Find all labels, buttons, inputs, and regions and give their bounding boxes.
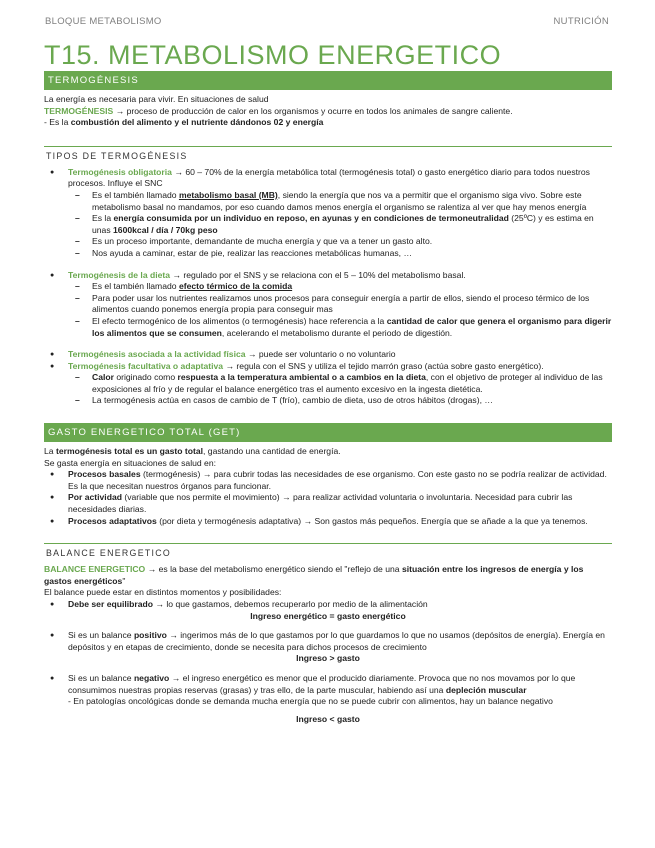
text: , siendo la energía que nos va a permitir que el organismo siga vivo. Sobre este metabolismo basal no mandamos, por eso cuando damos menos energía el organismo se ralentiza al ver que hay menos energía (92, 189, 587, 212)
underlined-text: metabolismo basal (MB) (178, 189, 278, 200)
list-item (44, 281, 612, 293)
term: Termogénesis obligatoria (68, 166, 172, 177)
list-item: – La termogénesis actúa en casos de cambio de T (frío), cambio de dieta, uso de otros hábitos (drogas), … (44, 395, 612, 407)
running-header-right: NUTRICIÓN (553, 16, 609, 27)
bold-text: Procesos basales (68, 469, 141, 480)
text: Si es un balance (68, 630, 134, 641)
list-item (44, 213, 612, 236)
text: Es el también llamado (92, 189, 179, 200)
bold-text: cantidad de calor que genera el organismo para digerir los alimentos que se consumen (92, 315, 612, 338)
section-heading-balance: BALANCE ENERGETICO (44, 543, 612, 560)
text: → proceso de producción de calor en los organismos y ocurre en todos los animales de sangre caliente. (113, 105, 513, 116)
list-item (44, 516, 612, 528)
text: → lo que gastamos, debemos recuperarlo por medio de la alimentación (153, 599, 428, 609)
text: - Es la (44, 117, 71, 128)
bold-text: 1600kcal / día / 70kg peso (113, 224, 218, 235)
list-item: – Para poder usar los nutrientes realizamos unos procesos para conseguir energía a partir de ellos, siendo el proceso térmico de los alimentos cuando ponemos energía propia para conseguir mas (44, 293, 612, 316)
term: Termogénesis de la dieta (68, 269, 171, 280)
text: Es la (92, 213, 114, 224)
list-item: – Es un proceso importante, demandante de mucha energía y que va a tener un gasto alto. (44, 236, 612, 248)
paragraph: La energía es necesaria para vivir. En situaciones de salud (44, 94, 269, 104)
formula: Ingreso energético = gasto energético (250, 610, 406, 621)
text: (por dieta y termogénesis adaptativa) → Son gastos más pequeños. Energía que se añade a la que ya tenemos. (156, 515, 588, 526)
section-heading-tipos: TIPOS DE TERMOGÉNESIS (44, 146, 612, 163)
text: (termogénesis) → para cubrir todas las necesidades de ese organismo. Con este gasto no se podría realizar de actividad. Es la que necesitan nuestros órganos para funcionar. (68, 469, 607, 491)
list-item (44, 349, 612, 361)
balance-list (44, 630, 612, 653)
document-body (44, 71, 612, 725)
text: → regula con el SNS y utiliza el tejido marrón graso (actúa sobre gasto energético). (223, 360, 544, 371)
paragraph: Se gasta energía en situaciones de salud en: (44, 457, 216, 468)
text: → el ingreso energético es menor que el producido diariamente. Provoca que no nos movamos por lo que consumimos nuestras propias reservas (grasas) y tras ello, de la parte muscular, habiendo así una (68, 672, 576, 695)
running-header-left: BLOQUE METABOLISMO (45, 16, 162, 27)
list-item (44, 673, 612, 708)
balance-list (44, 599, 612, 611)
bold-text: Por actividad (68, 492, 122, 503)
balance-list (44, 673, 612, 708)
paragraph (44, 446, 612, 458)
underlined-text: efecto térmico de la comida (178, 281, 293, 292)
bold-text: Calor (92, 372, 114, 383)
section-heading-termogenesis: TERMOGÉNESIS (44, 71, 612, 90)
text: Si es un balance (68, 672, 134, 683)
bold-text: positivo (133, 630, 167, 641)
text: → ingerimos más de lo que gastamos por lo que guardamos lo que no usamos (depósitos de energía). Energía en depósitos y en etapas de crecimiento, donde se necesita para dichos procesos de crecimiento (68, 630, 605, 652)
text: → regulado por el SNS y se relaciona con el 5 – 10% del metabolismo basal. (170, 269, 466, 280)
bold-text: depleción muscular (445, 684, 527, 695)
text: (25ºC) y es estima en unas (92, 213, 594, 235)
text: Es el también llamado (92, 281, 179, 292)
bold-text: negativo (133, 672, 170, 683)
text: originado como (113, 372, 178, 383)
paragraph (44, 564, 612, 587)
term: Termogénesis facultativa o adaptativa (68, 360, 224, 371)
text: La (44, 446, 56, 457)
paragraph (44, 117, 612, 129)
list-item (44, 270, 612, 282)
tipos-list (44, 167, 612, 407)
text: (variable que nos permite el movimiento) → para realizar actividad voluntaria o involuntaria. Necesidad para cubrir las necesidades diarias. (68, 492, 573, 515)
bold-text: Procesos adaptativos (68, 515, 157, 526)
list-item (44, 492, 612, 515)
section-heading-get: GASTO ENERGETICO TOTAL (GET) (44, 423, 612, 442)
formula: Ingreso < gasto (296, 713, 360, 724)
term: Termogénesis asociada a la actividad física (68, 349, 246, 360)
bold-text: respuesta a la temperatura ambiental o a cambios en la dieta (177, 372, 426, 383)
list-item (44, 372, 612, 395)
list-item (44, 361, 612, 373)
paragraph (44, 106, 612, 118)
term: BALANCE ENERGETICO (44, 564, 146, 575)
text: → 60 – 70% de la energía metabólica total (termogénesis total) o gasto energético diario para todos nuestros procesos. Influye el SNC (68, 166, 590, 189)
page-title: T15. METABOLISMO ENERGETICO (44, 40, 502, 70)
bold-text: termogénesis total es un gasto total (55, 446, 204, 457)
list-item (44, 630, 612, 653)
list-item (44, 599, 612, 611)
list-item (44, 167, 612, 190)
bold-text: combustión del alimento y el nutriente dándonos 02 y energía (70, 117, 324, 128)
term: TERMOGÉNESIS (44, 105, 114, 116)
text: " (122, 575, 126, 586)
bold-text: situación entre los ingresos de energía y los gastos energéticos (44, 564, 584, 586)
text: El efecto termogénico de los alimentos (o termogénesis) hace referencia a la (92, 315, 387, 326)
list-item: – Nos ayuda a caminar, estar de pie, realizar las reacciones metabólicas humanas, … (44, 248, 612, 260)
text: → puede ser voluntario o no voluntario (245, 349, 396, 360)
formula: Ingreso > gasto (296, 653, 360, 664)
text: , con el objetivo de proteger al individuo de las exposiciones al frío y de regular el balance energético tras el aumento excesivo en la ingesta dietética. (92, 372, 603, 394)
paragraph: El balance puede estar en distintos momentos y posibilidades: (44, 587, 282, 598)
list-item (44, 469, 612, 492)
text: - En patologías oncológicas donde se demanda mucha energía que no se puede cubrir con alimentos, hay un balance negativo (68, 696, 553, 707)
bold-text: Debe ser equilibrado (68, 599, 154, 609)
list-item (44, 316, 612, 339)
list-item (44, 190, 612, 213)
get-list (44, 469, 612, 527)
text: , gastando una cantidad de energía. (203, 446, 341, 457)
bold-text: energía consumida por un individuo en reposo, en ayunas y en condiciones de termoneutralidad (113, 213, 509, 224)
text: → es la base del metabolismo energético siendo el "reflejo de una (145, 564, 402, 575)
text: , acelerando el metabolismo durante el periodo de digestión. (221, 327, 453, 338)
